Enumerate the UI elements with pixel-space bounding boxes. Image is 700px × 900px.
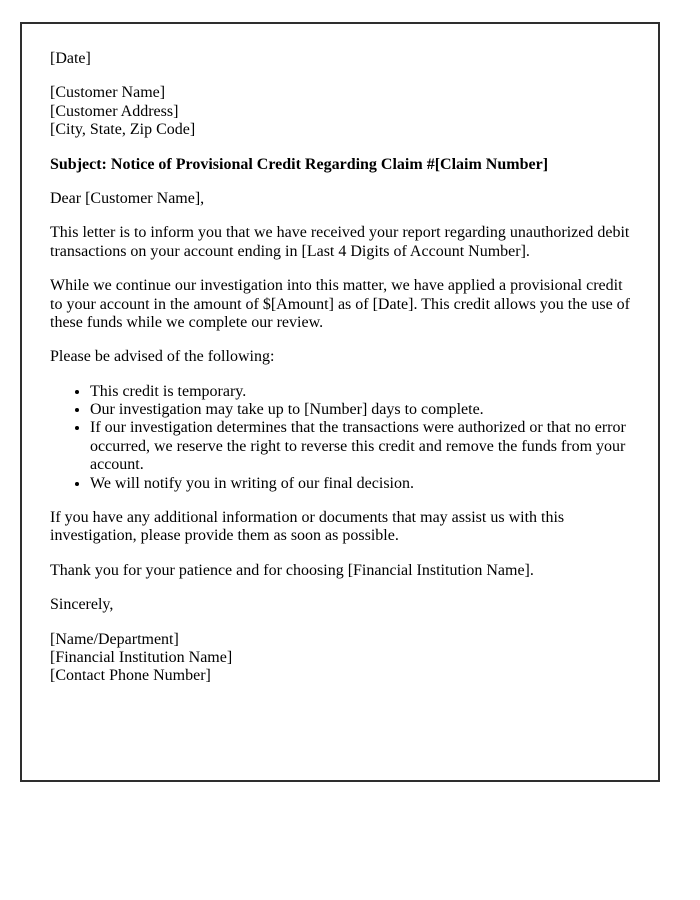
signature-name-department-line: [Name/Department] <box>50 630 179 648</box>
signature-phone-line: [Contact Phone Number] <box>50 667 211 685</box>
paragraph-thanks: Thank you for your patience and for choosing [Financial Institution Name]. <box>50 561 534 579</box>
advisory-bullet-temporary: • This credit is temporary. <box>90 383 630 401</box>
recipient-address-line: [Customer Address] <box>50 102 179 120</box>
salutation: Dear [Customer Name], <box>50 189 205 207</box>
letter-page <box>20 22 660 782</box>
advisory-bullet-notification: • We will notify you in writing of our final decision. <box>90 475 630 493</box>
signature-institution-line: [Financial Institution Name] <box>50 648 233 666</box>
paragraph-credit: While we continue our investigation into this matter, we have applied a provisional credit to your account in the amount of $[Amount] as of [Date]. This credit allows you the use of these funds while we complete our review. <box>50 277 631 331</box>
recipient-name-line: [Customer Name] <box>50 84 166 102</box>
advisory-bullet-duration: • Our investigation may take up to [Number] days to complete. <box>90 401 630 419</box>
recipient-block <box>50 84 630 139</box>
paragraph-additional-info: If you have any additional information or documents that may assist us with this investigation, please provide them as soon as possible. <box>50 509 565 545</box>
recipient-city-state-zip-line: [City, State, Zip Code] <box>50 121 196 139</box>
date-line: [Date] <box>50 50 91 67</box>
advisory-list <box>50 383 630 493</box>
closing: Sincerely, <box>50 596 114 614</box>
paragraph-report: This letter is to inform you that we have received your report regarding unauthorized debit transactions on your account ending in [Last 4 Digits of Account Number]. <box>50 224 630 260</box>
subject-line: Subject: Notice of Provisional Credit Regarding Claim #[Claim Number] <box>50 155 549 173</box>
advisory-bullet-reversal: • If our investigation determines that the transactions were authorized or that no error occurred, we reserve the right to reverse this credit and remove the funds from your account. <box>90 419 630 474</box>
signature-block <box>50 631 630 686</box>
advisory-intro: Please be advised of the following: <box>50 348 275 366</box>
